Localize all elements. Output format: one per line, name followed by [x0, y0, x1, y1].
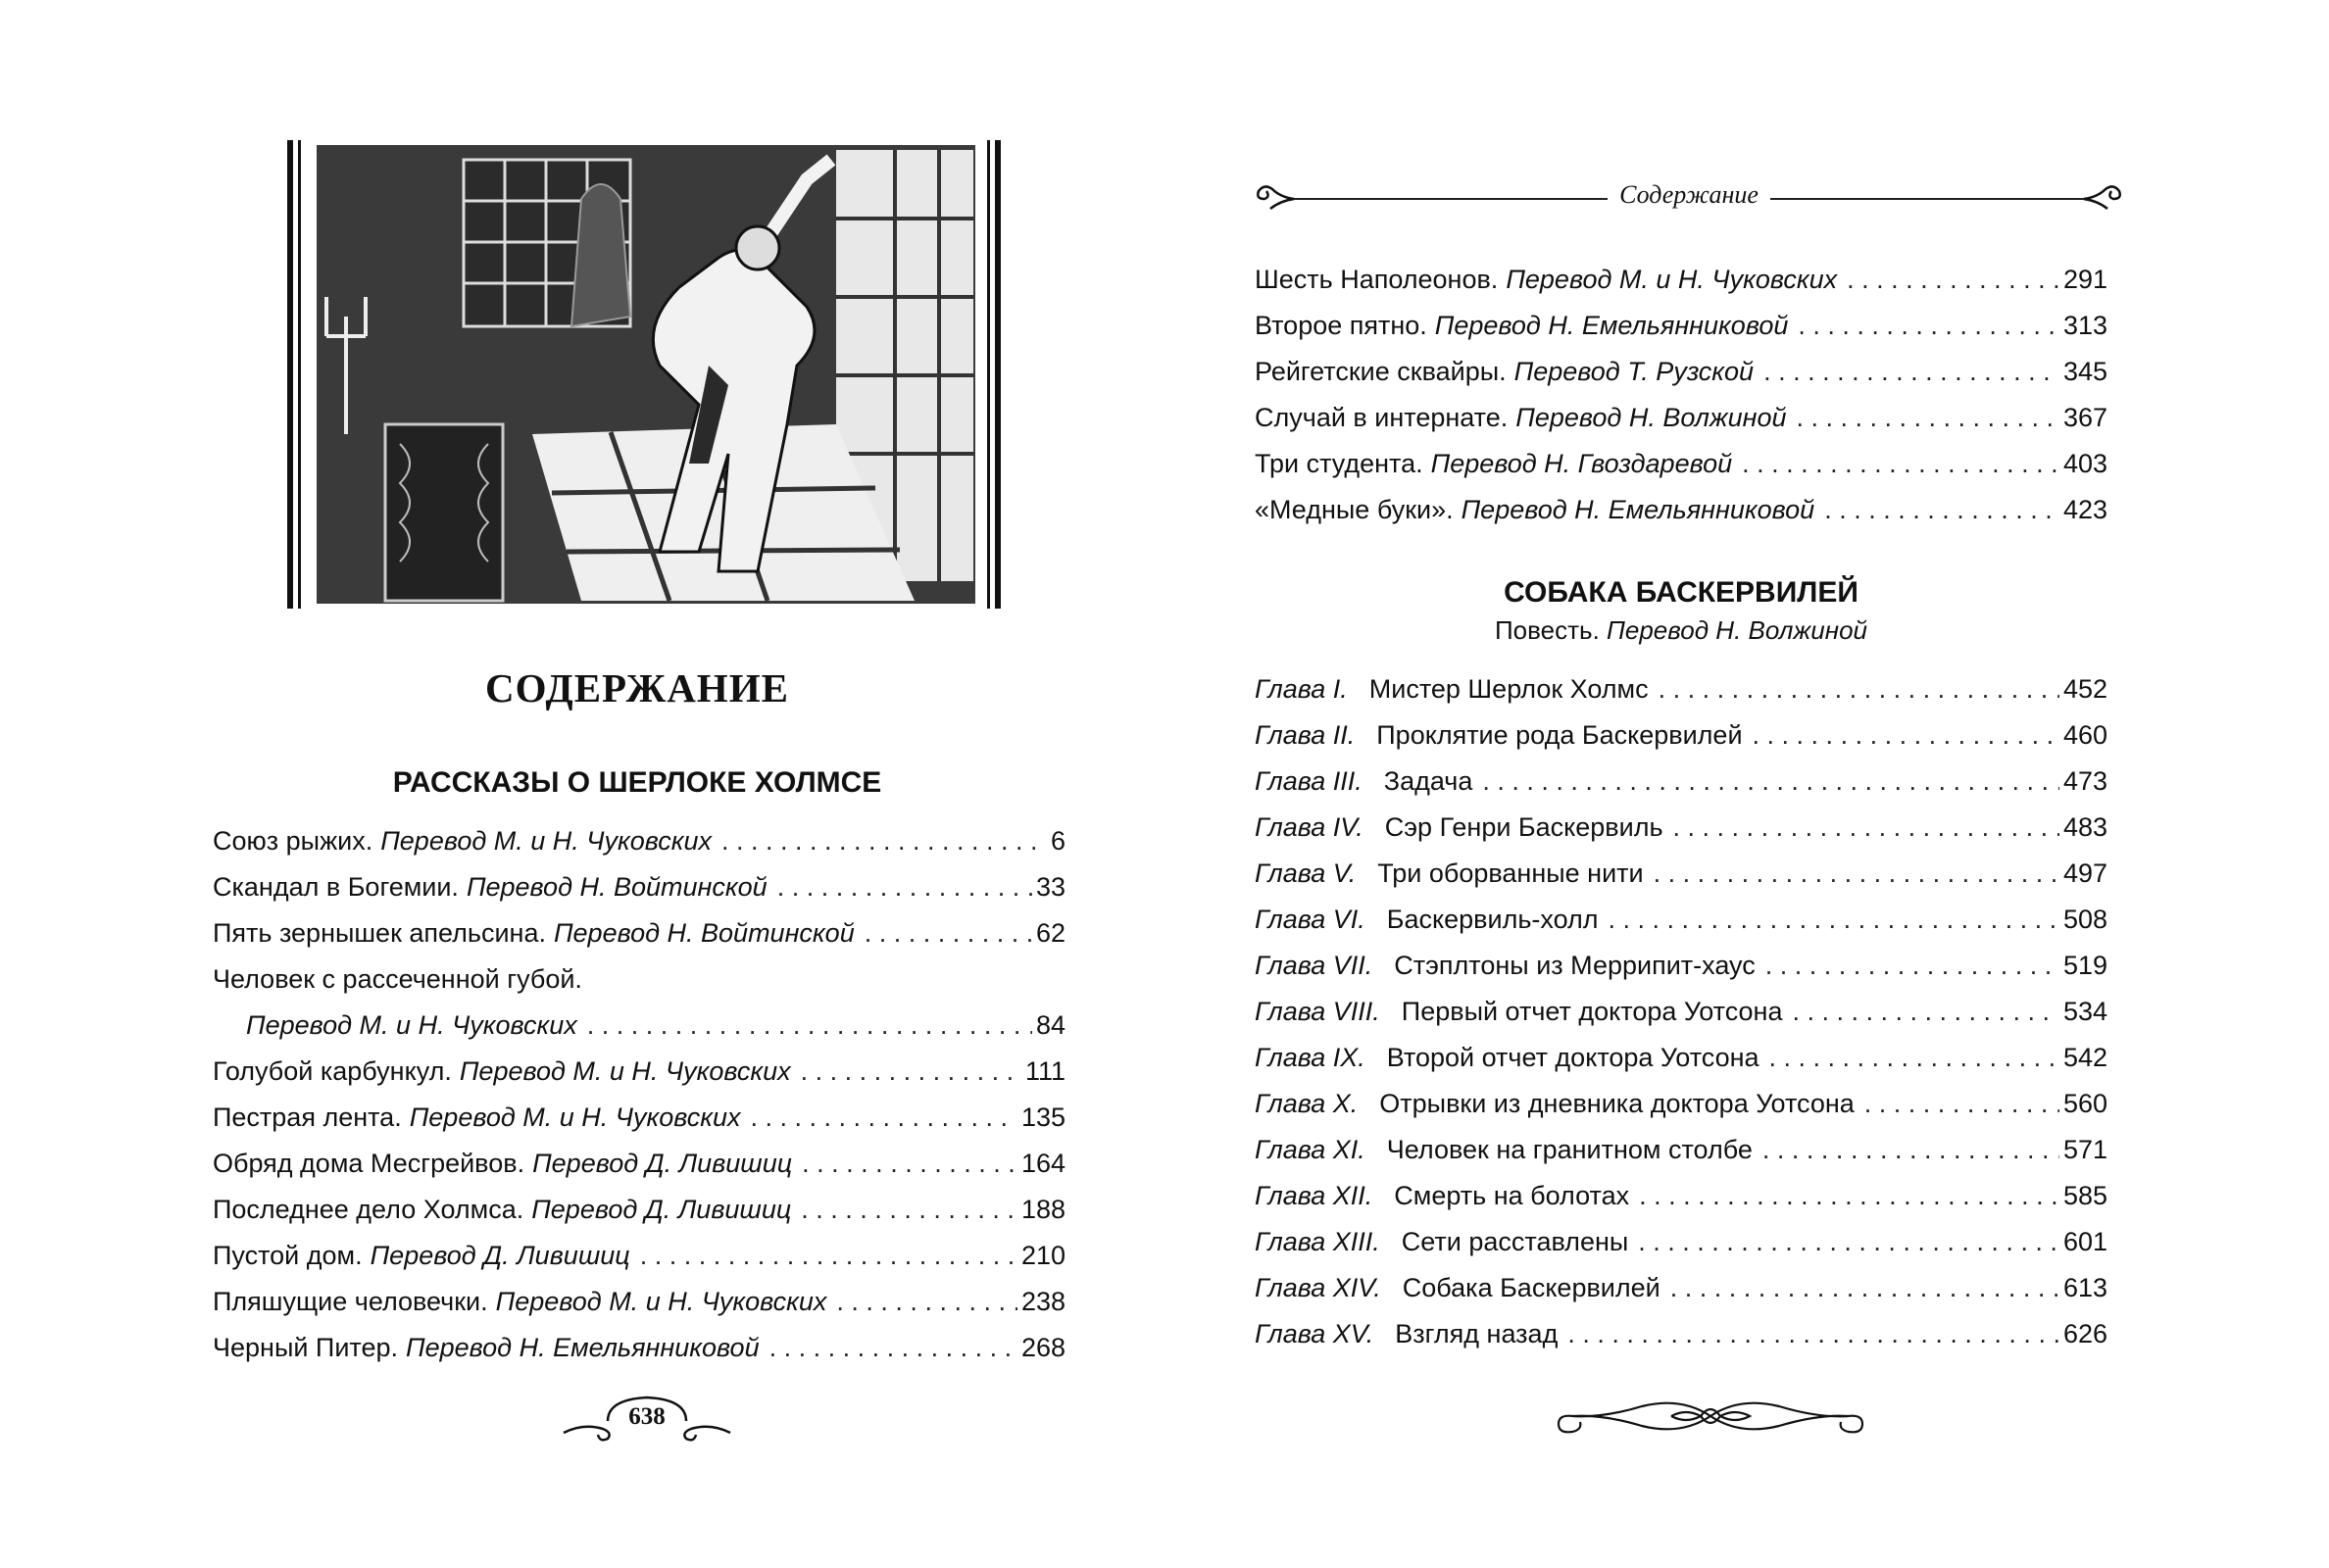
chapter-page-number: 519	[2062, 951, 2107, 980]
chapter-label: Глава II.	[1255, 720, 1356, 750]
chapter-title: Сэр Генри Баскервиль	[1384, 812, 1663, 842]
chapter-page-number: 542	[2062, 1043, 2107, 1072]
entry-title: Черный Питер.	[213, 1333, 399, 1362]
dot-leader	[1763, 349, 2059, 395]
entry-translator: Перевод М. и Н. Чуковских	[495, 1287, 827, 1316]
chapter-title: Собака Баскервилей	[1402, 1273, 1660, 1302]
chapter-title: Первый отчет доктора Уотсона	[1401, 997, 1783, 1026]
toc-entry[interactable]	[1255, 349, 2107, 395]
dot-leader	[801, 1049, 1021, 1095]
chapter-label: Глава VIII.	[1255, 997, 1380, 1026]
chapter-page-number: 601	[2062, 1227, 2107, 1256]
chapter-entry[interactable]	[1255, 851, 2107, 897]
toc-entry[interactable]	[213, 910, 1065, 956]
dot-leader	[1762, 1127, 2059, 1173]
entry-translator: Перевод М. и Н. Чуковских	[380, 826, 712, 856]
entry-title: Рейгетские сквайры.	[1255, 357, 1507, 386]
entry-translator: Перевод Д. Ливишиц	[531, 1195, 792, 1224]
page-folio	[559, 1392, 735, 1450]
entry-page-number: 188	[1020, 1195, 1065, 1224]
chapter-title: Отрывки из дневника доктора Уотсона	[1379, 1089, 1855, 1118]
entry-translator: Перевод Н. Войтинской	[466, 872, 768, 902]
dot-leader	[1567, 1311, 2059, 1357]
dot-leader	[1673, 805, 2059, 851]
entry-translator: Перевод Н. Волжиной	[1515, 403, 1787, 432]
entry-title: Пестрая лента.	[213, 1102, 402, 1132]
novel-genre: Повесть.	[1494, 615, 1600, 645]
entry-title: Пять зернышек апельсина.	[213, 918, 546, 948]
dot-leader	[1670, 1265, 2059, 1311]
dot-leader	[1864, 1081, 2059, 1127]
entry-translator: Перевод Н. Емельянниковой	[406, 1333, 760, 1362]
toc-entry[interactable]	[1255, 257, 2107, 303]
page-number: 638	[628, 1403, 666, 1430]
chapter-title: Задача	[1383, 766, 1473, 796]
novel-translator: Перевод Н. Волжиной	[1607, 615, 1867, 645]
chapter-label: Глава III.	[1255, 766, 1363, 796]
chapter-label: Глава IV.	[1255, 812, 1363, 842]
toc-entry[interactable]	[1255, 441, 2107, 487]
chapter-entry[interactable]	[1255, 666, 2107, 712]
entry-title: Человек с рассеченной губой.	[213, 964, 582, 994]
entry-page-number: 268	[1020, 1333, 1065, 1362]
running-head	[1255, 176, 2123, 225]
chapter-label: Глава I.	[1255, 674, 1348, 704]
dot-leader	[1796, 395, 2058, 441]
novel-subtitle	[1255, 615, 2107, 646]
chapter-page-number: 585	[2062, 1181, 2107, 1210]
toc-entry[interactable]	[213, 1095, 1065, 1141]
end-ornament-icon	[1554, 1387, 1867, 1446]
chapter-title: Второй отчет доктора Уотсона	[1386, 1043, 1759, 1072]
dot-leader	[836, 1279, 1017, 1325]
running-head-rule-right	[1770, 198, 2084, 200]
entry-title: Три студента.	[1255, 449, 1423, 478]
entry-translator: Перевод Н. Войтинской	[553, 918, 855, 948]
entry-title: Союз рыжих.	[213, 826, 373, 856]
chapters-toc-list	[1255, 666, 2107, 1357]
toc-entry[interactable]	[213, 1049, 1065, 1095]
left-flourish-icon	[1255, 176, 1298, 220]
toc-entry[interactable]	[1255, 303, 2107, 349]
entry-page-number: 345	[2062, 357, 2107, 386]
chapter-page-number: 497	[2062, 858, 2107, 888]
running-head-rule-left	[1294, 198, 1608, 200]
chapter-entry[interactable]	[1255, 1311, 2107, 1357]
chapter-page-number: 560	[2062, 1089, 2107, 1118]
entry-translator: Перевод Н. Емельянниковой	[1461, 495, 1815, 524]
entry-translator: Перевод Н. Емельянниковой	[1434, 311, 1789, 340]
entry-translator: Перевод М. и Н. Чуковских	[1506, 265, 1838, 294]
chapter-label: Глава V.	[1255, 858, 1357, 888]
entry-translator: Перевод М. и Н. Чуковских	[246, 1010, 577, 1040]
entry-page-number: 6	[1050, 826, 1065, 856]
dot-leader	[1654, 851, 2059, 897]
chapter-entry[interactable]	[1255, 1219, 2107, 1265]
chapter-page-number: 508	[2062, 905, 2107, 934]
entry-page-number: 403	[2062, 449, 2107, 478]
entry-title: Пляшущие человечки.	[213, 1287, 488, 1316]
chapter-entry[interactable]	[1255, 1173, 2107, 1219]
chapter-page-number: 460	[2062, 720, 2107, 750]
toc-entry[interactable]	[213, 818, 1065, 864]
toc-entry[interactable]	[213, 1279, 1065, 1325]
dot-leader	[1638, 1219, 2059, 1265]
entry-page-number: 135	[1020, 1102, 1065, 1132]
dot-leader	[802, 1141, 1017, 1187]
dot-leader	[1769, 1035, 2059, 1081]
chapter-title: Проклятие рода Баскервилей	[1376, 720, 1743, 750]
dot-leader	[1824, 487, 2059, 533]
chapter-title: Мистер Шерлок Холмс	[1368, 674, 1649, 704]
contents-heading: СОДЕРЖАНИЕ	[485, 665, 789, 710]
right-flourish-icon	[2080, 176, 2123, 220]
entry-translator: Перевод М. и Н. Чуковских	[459, 1056, 791, 1086]
toc-entry[interactable]	[213, 864, 1065, 910]
stories-toc-list-continued	[1255, 257, 2107, 533]
chapter-title: Стэплтоны из Меррипит-хаус	[1394, 951, 1756, 980]
chapter-entry[interactable]	[1255, 1035, 2107, 1081]
dot-leader	[1482, 759, 2059, 805]
chapter-page-number: 473	[2062, 766, 2107, 796]
chapter-title: Человек на гранитном столбе	[1386, 1135, 1753, 1164]
entry-page-number: 164	[1020, 1149, 1065, 1178]
chapter-page-number: 613	[2062, 1273, 2107, 1302]
entry-page-number: 111	[1024, 1056, 1065, 1086]
entry-page-number: 313	[2062, 311, 2107, 340]
running-head-title: Содержание	[1619, 180, 1759, 209]
chapter-title: Три оборванные нити	[1377, 858, 1644, 888]
entry-page-number: 62	[1035, 918, 1065, 948]
toc-entry[interactable]	[1255, 487, 2107, 533]
entry-translator: Перевод Д. Ливишиц	[370, 1241, 630, 1270]
dot-leader	[1609, 897, 2059, 943]
entry-page-number: 291	[2062, 265, 2107, 294]
chapter-label: Глава XIII.	[1255, 1227, 1380, 1256]
chapter-page-number: 626	[2062, 1319, 2107, 1348]
dot-leader	[721, 818, 1047, 864]
chapter-page-number: 452	[2062, 674, 2107, 704]
engraving-illustration	[287, 140, 1001, 609]
entry-page-number: 423	[2062, 495, 2107, 524]
dot-leader	[1798, 303, 2059, 349]
entry-title: Скандал в Богемии.	[213, 872, 459, 902]
entry-page-number: 367	[2062, 403, 2107, 432]
toc-entry[interactable]	[213, 1141, 1065, 1187]
chapter-entry[interactable]	[1255, 1127, 2107, 1173]
chapter-label: Глава VII.	[1255, 951, 1373, 980]
chapter-title: Смерть на болотах	[1394, 1181, 1630, 1210]
toc-entry[interactable]	[213, 956, 1065, 1049]
chapter-entry[interactable]	[1255, 1081, 2107, 1127]
dot-leader	[1765, 943, 2059, 989]
left-page	[0, 0, 1164, 1568]
stories-section-title: РАССКАЗЫ О ШЕРЛОКЕ ХОЛМСЕ	[392, 766, 882, 799]
entry-title: Шесть Наполеонов.	[1255, 265, 1499, 294]
entry-title: Голубой карбункул.	[213, 1056, 452, 1086]
entry-translator: Перевод Д. Ливишиц	[532, 1149, 793, 1178]
chapter-label: Глава XI.	[1255, 1135, 1365, 1164]
novel-title: СОБАКА БАСКЕРВИЛЕЙ	[1504, 576, 1858, 609]
toc-entry[interactable]	[213, 1325, 1065, 1371]
chapter-label: Глава VI.	[1255, 905, 1365, 934]
chapter-label: Глава IX.	[1255, 1043, 1365, 1072]
dot-leader	[751, 1095, 1017, 1141]
chapter-title: Сети расставлены	[1401, 1227, 1629, 1256]
toc-entry[interactable]	[1255, 395, 2107, 441]
stories-toc-list	[213, 818, 1065, 1371]
entry-title: Последнее дело Холмса.	[213, 1195, 524, 1224]
toc-entry[interactable]	[213, 1233, 1065, 1279]
chapter-title: Взгляд назад	[1395, 1319, 1559, 1348]
chapter-label: Глава XII.	[1255, 1181, 1373, 1210]
dot-leader	[801, 1187, 1017, 1233]
dot-leader	[640, 1233, 1017, 1279]
entry-title: Случай в интернате.	[1255, 403, 1509, 432]
chapter-label: Глава XIV.	[1255, 1273, 1381, 1302]
chapter-entry[interactable]	[1255, 897, 2107, 943]
dot-leader	[865, 910, 1032, 956]
dot-leader	[1792, 989, 2058, 1035]
chapter-entry[interactable]	[1255, 712, 2107, 759]
chapter-label: Глава X.	[1255, 1089, 1359, 1118]
entry-translator: Перевод М. и Н. Чуковских	[409, 1102, 741, 1132]
dot-leader	[1753, 712, 2059, 759]
chapter-entry[interactable]	[1255, 759, 2107, 805]
dot-leader	[1639, 1173, 2059, 1219]
chapter-title: Баскервиль-холл	[1386, 905, 1599, 934]
chapter-label: Глава XV.	[1255, 1319, 1374, 1348]
dot-leader	[1742, 441, 2059, 487]
entry-title: Второе пятно.	[1255, 311, 1427, 340]
entry-page-number: 238	[1020, 1287, 1065, 1316]
chapter-page-number: 483	[2062, 812, 2107, 842]
entry-title: «Медные буки».	[1255, 495, 1454, 524]
entry-title: Пустой дом.	[213, 1241, 363, 1270]
chapter-entry[interactable]	[1255, 943, 2107, 989]
dot-leader	[769, 1325, 1017, 1371]
dot-leader	[777, 864, 1032, 910]
toc-entry[interactable]	[213, 1187, 1065, 1233]
entry-page-number: 210	[1020, 1241, 1065, 1270]
chapter-entry[interactable]	[1255, 1265, 2107, 1311]
dot-leader	[1847, 257, 2059, 303]
chapter-entry[interactable]	[1255, 805, 2107, 851]
entry-title: Обряд дома Месгрейвов.	[213, 1149, 525, 1178]
chapter-page-number: 571	[2062, 1135, 2107, 1164]
chapter-page-number: 534	[2062, 997, 2107, 1026]
entry-page-number: 33	[1035, 872, 1065, 902]
dot-leader	[587, 1003, 1032, 1049]
dot-leader	[1659, 666, 2059, 712]
entry-translator: Перевод Т. Рузской	[1513, 357, 1755, 386]
chapter-entry[interactable]	[1255, 989, 2107, 1035]
entry-page-number: 84	[1035, 1010, 1065, 1040]
entry-translator: Перевод Н. Гвоздаревой	[1430, 449, 1733, 478]
